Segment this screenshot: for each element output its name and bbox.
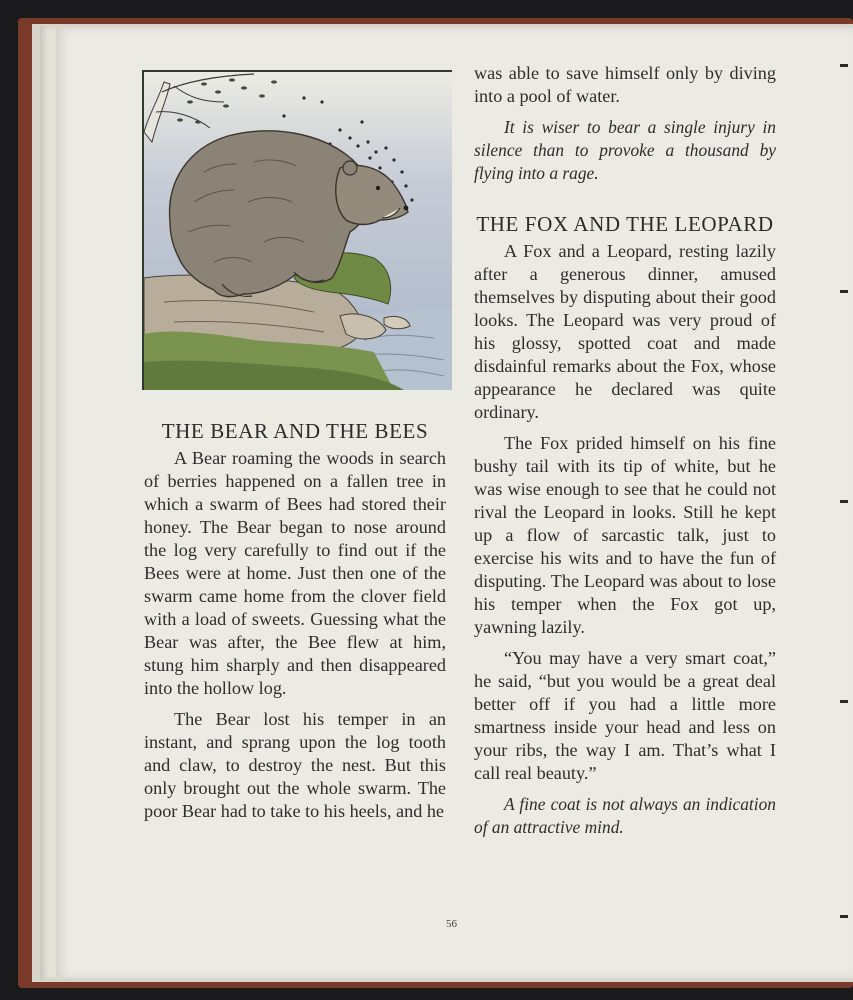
paragraph: A Fox and a Leopard, resting lazily after a generous dinner, amused themselves by disputing about their good looks. The Leopard was very proud of his glossy, spotted coat and made disdainful remarks about the Fox, whose appearance he declared was quite ordinary. [474, 241, 776, 422]
paragraph: The Bear lost his temper in an instant, and sprang upon the log tooth and claw, to destroy the nest. But this only brought out the whole swarm. The poor Bear had to take to his heels, and he [144, 709, 446, 821]
page-number: 56 [446, 918, 457, 930]
moral-text: It is wiser to bear a single injury in silence than to provoke a thousand by flying into a rage. [474, 117, 776, 183]
binding-marks [834, 60, 853, 960]
illustration-svg [144, 72, 452, 390]
story-title-bear-and-bees: THE BEAR AND THE BEES [161, 419, 429, 443]
bear-with-bees-illustration [142, 70, 452, 390]
paragraph: A Bear roaming the woods in search of berries happened on a fallen tree in which a swarm of Bees had stored their honey. The Bear began to nose around the log very carefully to find out if the Bees were at home. Just then one of the swarm came home from the clover field with a load of sweets. Guessing what the Bear was after, the Bee flew at him, stung him sharply and then disappeared into the hollow log. [144, 448, 446, 698]
moral-text: A fine coat is not always an indication of an attractive mind. [474, 794, 776, 837]
story-title-fox-and-leopard: THE FOX AND THE LEOPARD [476, 212, 774, 236]
paragraph: “You may have a very smart coat,” he said, “but you would be a great deal better off if you had a little more smartness inside your head and less on your ribs, the way I am. That’s what I call real beauty.” [474, 648, 776, 783]
right-column [474, 62, 776, 847]
continued-paragraph: was able to save himself only by diving into a pool of water. [474, 63, 776, 106]
paragraph: The Fox prided himself on his fine bushy tail with its tip of white, but he was wise enough to see that he could not rival the Leopard in looks. Still he kept up a flow of sarcastic talk, just to exercise his wits and to have the fun of disputing. The Leopard was about to lose his temper when the Fox got up, yawning lazily. [474, 433, 776, 637]
left-column [144, 420, 446, 831]
